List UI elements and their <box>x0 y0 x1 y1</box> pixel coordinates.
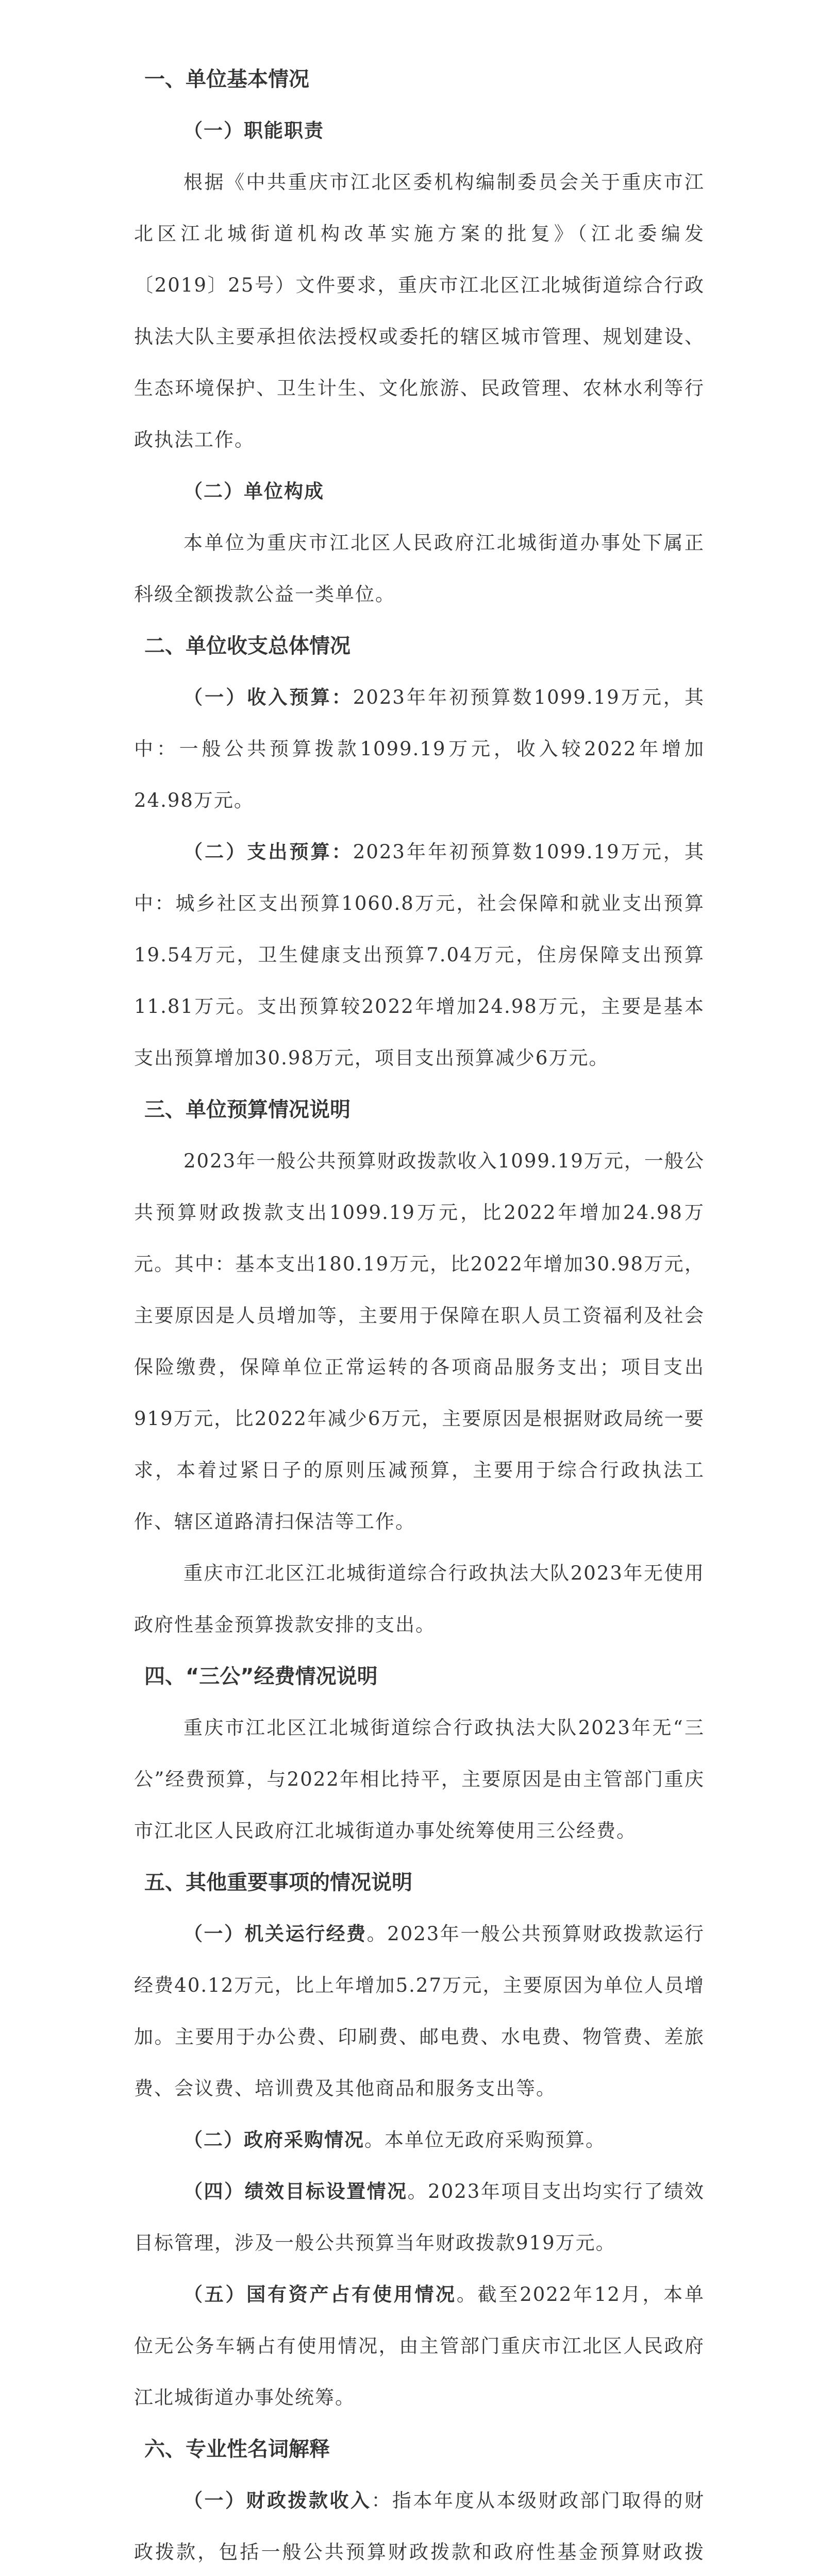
section-1-composition-paragraph: 本单位为重庆市江北区人民政府江北城街道办事处下属正科级全额拨款公益一类单位。 <box>134 532 705 605</box>
section-3-paragraph-2: 重庆市江北区江北城街道综合行政执法大队2023年无使用政府性基金预算拨款安排的支出。 <box>134 1562 705 1636</box>
state-assets-paragraph: （五）国有资产占有使用情况。截至2022年12月，本单位无公务车辆占有使用情况，由主管部门重庆市江北区人民政府江北城街道办事处统筹。 <box>134 2283 705 2409</box>
procurement-label: （二）政府采购情况 <box>183 2129 364 2151</box>
section-1-heading: 一、单位基本情况 <box>144 67 309 91</box>
section-5-heading: 五、其他重要事项的情况说明 <box>144 1871 412 1894</box>
section-1-sub-1-heading: （一）职能职责 <box>183 120 324 142</box>
expense-budget-paragraph <box>134 826 705 1084</box>
income-budget-label: （一）收入预算： <box>183 686 353 708</box>
expense-budget-text: 2023年年初预算数1099.19万元，其中：城乡社区支出预算1060.8万元，社会保障和就业支出预算19.54万元，卫生健康支出预算7.04万元，住房保障支出预算11.81万元。支出预算较2022年增加24.98万元，主要是基本支出预算增加30.98万元，项目支出预算减少6万元。 <box>134 841 705 1069</box>
section-4-heading: 四、“三公”经费情况说明 <box>144 1665 378 1688</box>
performance-target-label: （四）绩效目标设置情况 <box>183 2180 408 2202</box>
operating-cost-label: （一）机关运行经费 <box>183 1923 367 1945</box>
income-budget-text: 2023年年初预算数1099.19万元，其中：一般公共预算拨款1099.19万元，收入较2022年增加24.98万元。 <box>134 686 705 811</box>
state-assets-label: （五）国有资产占有使用情况 <box>183 2283 457 2306</box>
section-1-duties-paragraph: 根据《中共重庆市江北区委机构编制委员会关于重庆市江北区江北城街道机构改革实施方案的批复》（江北委编发〔2019〕25号）文件要求，重庆市江北区江北城街道综合行政执法大队主要承担依法授权或委托的辖区城市管理、规划建设、生态环境保护、卫生计生、文化旅游、民政管理、农林水利等行政执法工作。 <box>134 171 705 451</box>
section-2-heading: 二、单位收支总体情况 <box>144 634 350 658</box>
section-3-heading: 三、单位预算情况说明 <box>144 1098 350 1122</box>
expense-budget-label: （二）支出预算： <box>183 841 353 863</box>
operating-cost-paragraph: （一）机关运行经费。2023年一般公共预算财政拨款运行经费40.12万元，比上年增加5.27万元，主要原因为单位人员增加。主要用于办公费、印刷费、邮电费、水电费、物管费、差旅费、会议费、培训费及其他商品和服务支出等。 <box>134 1923 705 2099</box>
performance-target-paragraph: （四）绩效目标设置情况。2023年项目支出均实行了绩效目标管理，涉及一般公共预算当年财政拨款919万元。 <box>134 2180 705 2254</box>
income-budget-paragraph <box>134 672 705 826</box>
section-3-paragraph-1: 2023年一般公共预算财政拨款收入1099.19万元，一般公共预算财政拨款支出1099.19万元，比2022年增加24.98万元。其中：基本支出180.19万元，比2022年增加30.98万元，主要原因是人员增加等，主要用于保障在职人员工资福利及社会保险缴费，保障单位正常运转的各项商品服务支出；项目支出919万元，比2022年减少6万元，主要原因是根据财政局统一要求，本着过紧日子的原则压减预算，主要用于综合行政执法工作、辖区道路清扫保洁等工作。 <box>134 1150 705 1533</box>
section-4-paragraph: 重庆市江北区江北城街道综合行政执法大队2023年无“三公”经费预算，与2022年相比持平，主要原因是由主管部门重庆市江北区人民政府江北城街道办事处统筹使用三公经费。 <box>134 1717 705 1842</box>
term-fiscal-appropriation: （一）财政拨款收入：指本年度从本级财政部门取得的财政拨款，包括一般公共预算财政拨款和政府性基金预算财政拨 <box>134 2489 705 2563</box>
section-6-heading: 六、专业性名词解释 <box>144 2437 330 2461</box>
section-1-sub-2-heading: （二）单位构成 <box>183 480 324 502</box>
procurement-paragraph: （二）政府采购情况。本单位无政府采购预算。 <box>183 2129 606 2151</box>
